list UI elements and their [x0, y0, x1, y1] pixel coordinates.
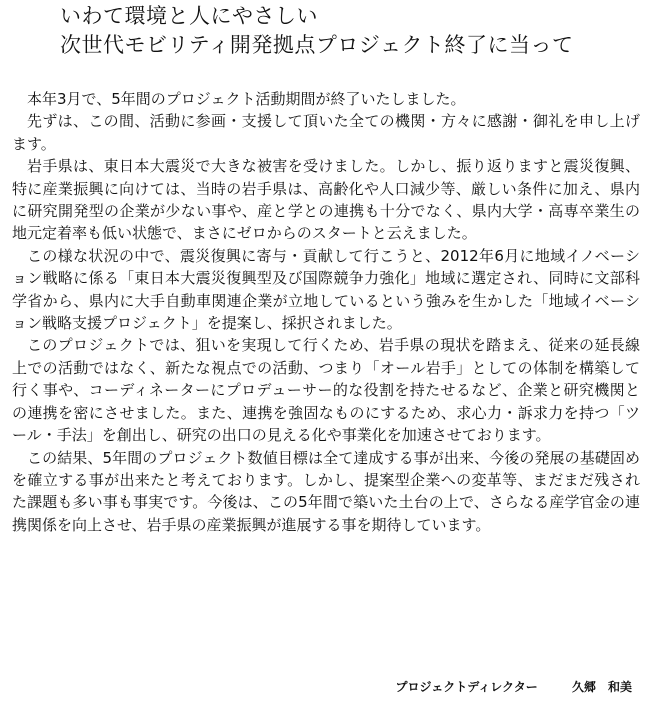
paragraph: このプロジェクトでは、狙いを実現して行くため、岩手県の現状を踏まえ、従来の延長線上での活動ではなく、新たな視点での活動、つまり「オール岩手」としての体制を構築して行く事や、コーディネーターにプロデューサー的な役割を持たせるなど、企業と研究機関との連携を密にさせました。また、連携を強固なものにするため、求心力・訴求力を持つ「ツール・手法」を創出し、研究の出口の見える化や事業化を加速させております。 [12, 336, 640, 445]
paragraph: この結果、5年間のプロジェクト数値目標は全て達成する事が出来、今後の発展の基礎固めを確立する事が出来たと考えております。しかし、提案型企業への変革等、まだまだ残された課題も多い事も事実です。今後は、この5年間で築いた土台の上で、さらなる産学官金の連携関係を向上させ、岩手県の産業振興が進展する事を期待しています。 [12, 448, 640, 534]
paragraph: 本年3月で、5年間のプロジェクト活動期間が終了いたしました。 [27, 90, 466, 108]
page-title [60, 2, 573, 60]
body-text [12, 88, 640, 536]
paragraph: この様な状況の中で、震災復興に寄与・貢献して行こうと、2012年6月に地域イノベーション戦略に係る「東日本大震災復興型及び国際競争力強化」地域に選定され、同時に文部科学省から、県内に大手自動車関連企業が立地しているという強みを生かした「地域イベーション戦略支援プロジェクト」を提案し、採択されました。 [12, 246, 640, 333]
title-line-2: 次世代モビリティ開発拠点プロジェクト終了に当って [60, 33, 574, 57]
signature-role: プロジェクトディレクター [395, 680, 538, 694]
paragraph: 岩手県は、東日本大震災で大きな被害を受けました。しかし、振り返りますと震災復興、特に産業振興に向けては、当時の岩手県は、高齢化や人口減少等、厳しい条件に加え、県内に研究開発型の企業が少ない事や、産と学との連携も十分でなく、県内大学・高専卒業生の地元定着率も低い状態で、まさにゼロからのスタートと云えました。 [12, 157, 640, 243]
signature [395, 678, 632, 695]
title-line-1: いわて環境と人にやさしい [60, 4, 318, 28]
paragraph: 先ずは、この間、活動に参画・支援して頂いた全ての機関・方々に感謝・御礼を申し上げます。 [12, 112, 640, 153]
signature-name: 久郷 和美 [571, 680, 632, 694]
